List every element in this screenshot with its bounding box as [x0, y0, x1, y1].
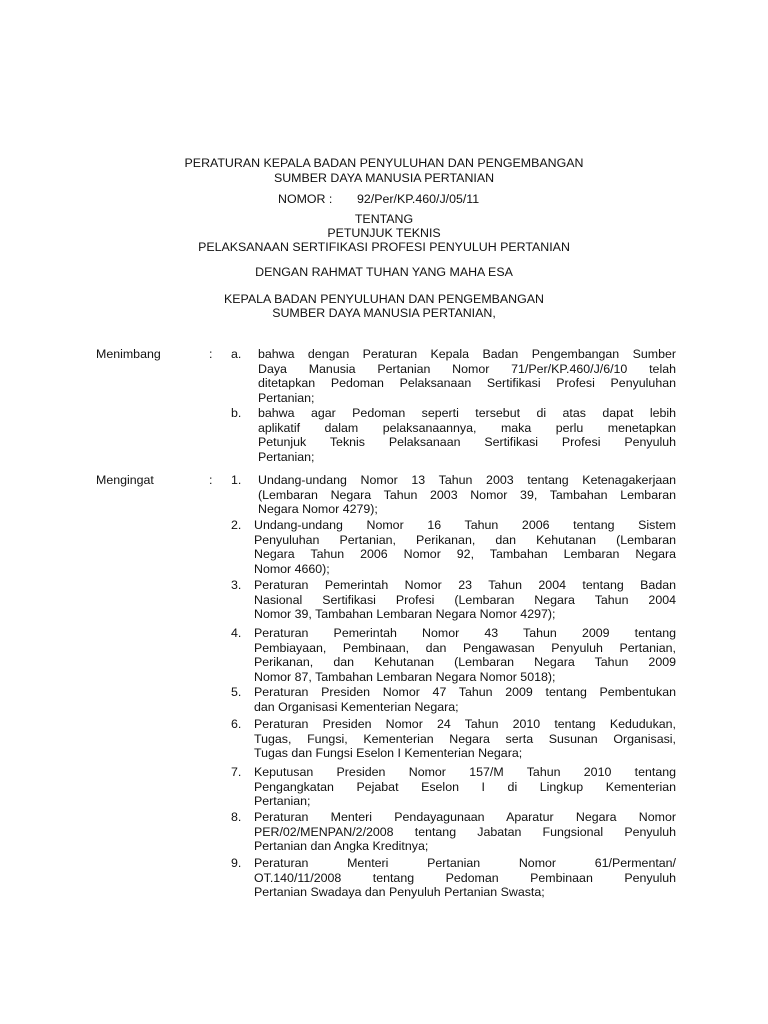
regulation-heading-line2: SUMBER DAYA MANUSIA PERTANIAN [273, 171, 495, 185]
menimbang-b-marker: b. [231, 406, 242, 420]
mengingat-9-text [254, 856, 676, 900]
text-line: Negara Tahun 2006 Nomor 92, Tambahan Lembaran Negara [254, 547, 676, 562]
text-line: Perikanan, dan Kehutanan (Lembaran Negara Tahun 2009 [254, 655, 676, 670]
text-line: Penyuluhan Pertanian, Perikanan, dan Kehutanan (Lembaran [254, 532, 676, 547]
menimbang-b-text [258, 406, 676, 464]
mengingat-8-marker: 8. [231, 810, 242, 824]
text-line: Negara Nomor 4279); [258, 502, 378, 517]
menimbang-a-text [258, 347, 676, 405]
text-line: Pertanian Swadaya dan Penyuluh Pertanian Swasta; [254, 885, 545, 900]
text-line: Pertanian; [258, 390, 315, 405]
text-line: dan Organisasi Kementerian Negara; [254, 699, 459, 714]
text-line: Peraturan Presiden Nomor 47 Tahun 2009 tentang Pembentukan [254, 685, 676, 699]
regulation-heading-line1: PERATURAN KEPALA BADAN PENYULUHAN DAN PENGEMBANGAN [184, 156, 584, 170]
text-line: Daya Manusia Pertanian Nomor 71/Per/KP.460/J/6/10 telah [258, 361, 676, 376]
text-line: Pertanian dan Angka Kreditnya; [254, 839, 429, 854]
text-line: Undang-undang Nomor 16 Tahun 2006 tentang Sistem [254, 518, 676, 532]
menimbang-label: Menimbang [96, 347, 161, 361]
rahmat-heading: DENGAN RAHMAT TUHAN YANG MAHA ESA [255, 265, 513, 279]
title-line2: PELAKSANAAN SERTIFIKASI PROFESI PENYULUH PERTANIAN [198, 240, 570, 254]
mengingat-3-marker: 3. [231, 578, 242, 592]
text-line: Tugas dan Fungsi Eselon I Kementerian Negara; [254, 746, 523, 761]
text-line: OT.140/11/2008 tentang Pedoman Pembinaan Penyuluh [254, 870, 676, 885]
text-line: Undang-undang Nomor 13 Tahun 2003 tentang Ketenagakerjaan [258, 473, 676, 487]
text-line: ditetapkan Pedoman Pelaksanaan Sertifikasi Profesi Penyuluhan [258, 376, 676, 391]
mengingat-4-text [254, 626, 676, 684]
mengingat-7-marker: 7. [231, 765, 242, 779]
mengingat-6-text [254, 717, 676, 761]
nomor-value: 92/Per/KP.460/J/05/11 [357, 192, 480, 206]
menimbang-colon: : [209, 347, 213, 361]
text-line: Peraturan Menteri Pertanian Nomor 61/Permentan/ [254, 856, 676, 870]
text-line: Nomor 4660); [254, 561, 330, 576]
mengingat-1-marker: 1. [231, 473, 242, 487]
mengingat-2-marker: 2. [231, 518, 242, 532]
mengingat-label: Mengingat [96, 473, 154, 487]
text-line: Tugas, Fungsi, Kementerian Negara serta Susunan Organisasi, [254, 731, 676, 746]
mengingat-7-text [254, 765, 676, 809]
text-line: Nomor 87, Tambahan Lembaran Negara Nomor 5018); [254, 669, 556, 684]
text-line: Nomor 39, Tambahan Lembaran Negara Nomor 4297); [254, 607, 556, 622]
text-line: Nasional Sertifikasi Profesi (Lembaran Negara Tahun 2004 [254, 592, 676, 607]
mengingat-3-text [254, 578, 676, 622]
menimbang-a-marker: a. [231, 347, 242, 361]
text-line: Pengangkatan Pejabat Eselon I di Lingkup Kementerian [254, 779, 676, 794]
mengingat-5-marker: 5. [231, 685, 242, 699]
mengingat-6-marker: 6. [231, 717, 242, 731]
text-line: Pertanian; [254, 794, 311, 809]
text-line: Pembiayaan, Pembinaan, dan Pengawasan Penyuluh Pertanian, [254, 640, 676, 655]
kepala-heading-line2: SUMBER DAYA MANUSIA PERTANIAN, [272, 306, 496, 320]
text-line: Pertanian; [258, 449, 315, 464]
mengingat-1-text [258, 473, 676, 517]
mengingat-9-marker: 9. [231, 856, 242, 870]
text-line: bahwa agar Pedoman seperti tersebut di atas dapat lebih [258, 406, 676, 420]
text-line: Petunjuk Teknis Pelaksanaan Sertifikasi Profesi Penyuluh [258, 435, 676, 450]
nomor-label: NOMOR : [278, 192, 333, 206]
title-line1: PETUNJUK TEKNIS [327, 226, 441, 240]
text-line: PER/02/MENPAN/2/2008 tentang Jabatan Fungsional Penyuluh [254, 824, 676, 839]
text-line: aplikatif dalam pelaksanaannya, maka perlu menetapkan [258, 420, 676, 435]
text-line: Keputusan Presiden Nomor 157/M Tahun 2010 tentang [254, 765, 676, 779]
mengingat-2-text [254, 518, 676, 576]
text-line: (Lembaran Negara Tahun 2003 Nomor 39, Tambahan Lembaran [258, 487, 676, 502]
kepala-heading-line1: KEPALA BADAN PENYULUHAN DAN PENGEMBANGAN [224, 292, 544, 306]
text-line: Peraturan Pemerintah Nomor 23 Tahun 2004 tentang Badan [254, 578, 676, 592]
mengingat-5-text [254, 685, 676, 714]
mengingat-colon: : [209, 473, 213, 487]
text-line: Peraturan Menteri Pendayagunaan Aparatur Negara Nomor [254, 810, 676, 824]
mengingat-8-text [254, 810, 676, 854]
text-line: Peraturan Pemerintah Nomor 43 Tahun 2009 tentang [254, 626, 676, 640]
text-line: Peraturan Presiden Nomor 24 Tahun 2010 tentang Kedudukan, [254, 717, 676, 731]
mengingat-4-marker: 4. [231, 626, 242, 640]
tentang-heading: TENTANG [354, 212, 414, 226]
text-line: bahwa dengan Peraturan Kepala Badan Pengembangan Sumber [258, 347, 676, 361]
